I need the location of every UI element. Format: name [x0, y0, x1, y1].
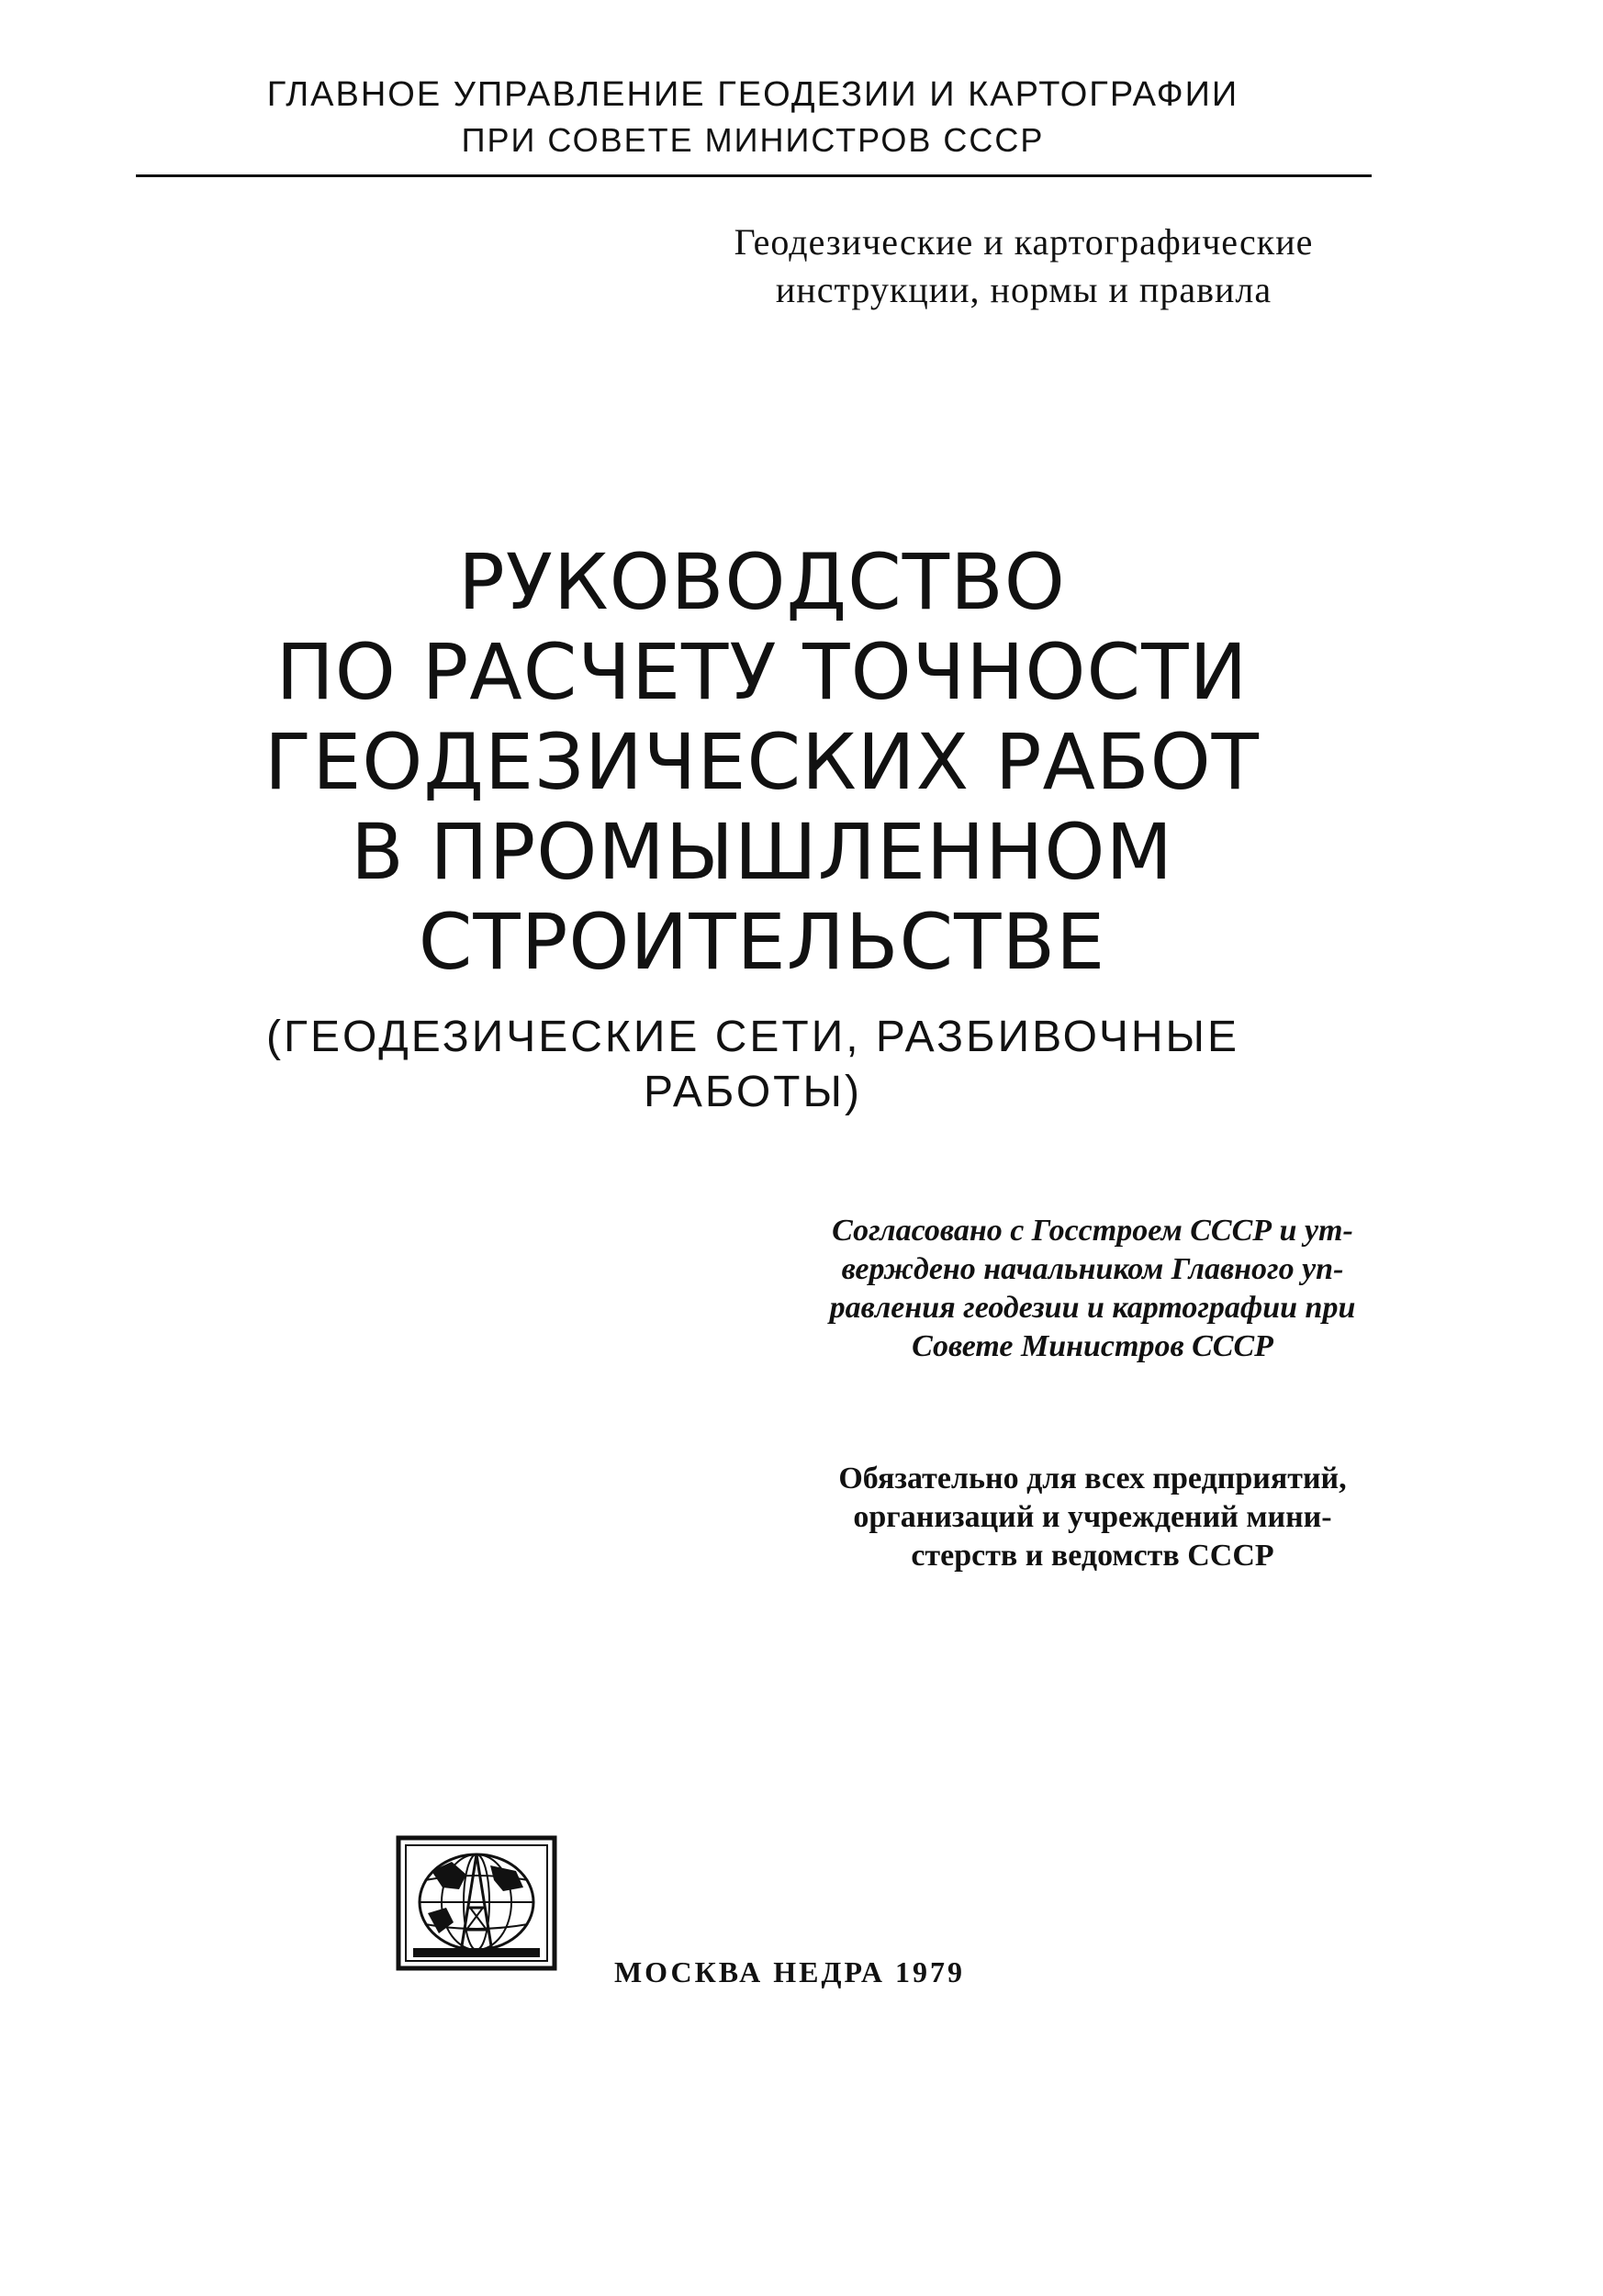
- globe-tower-emblem-icon: [395, 1834, 558, 1972]
- title-line: ГЕОДЕЗИЧЕСКИХ РАБОТ: [263, 717, 1260, 807]
- approval-note: [780, 1212, 1405, 1366]
- authority-line-1: ГЛАВНОЕ УПРАВЛЕНИЕ ГЕОДЕЗИИ И КАРТОГРАФИИ: [266, 75, 1239, 114]
- mandatory-line: стерств и ведомств СССР: [911, 1539, 1274, 1573]
- subtitle-line-2: РАБОТЫ): [644, 1068, 862, 1116]
- authority-line-2: ПРИ СОВЕТЕ МИНИСТРОВ СССР: [461, 121, 1045, 159]
- approval-line: верждено начальником Главного уп-: [841, 1252, 1344, 1286]
- series-title: [661, 218, 1386, 314]
- header-divider: [136, 174, 1372, 177]
- approval-line: Совете Министров СССР: [912, 1329, 1273, 1363]
- document-subtitle: [184, 1010, 1322, 1120]
- title-line: СТРОИТЕЛЬСТВЕ: [418, 897, 1106, 987]
- subtitle-line-1: (ГЕОДЕЗИЧЕСКИЕ СЕТИ, РАЗБИВОЧНЫЕ: [265, 1013, 1240, 1061]
- title-line: РУКОВОДСТВО: [458, 537, 1066, 627]
- series-line-1: Геодезические и картографические: [734, 221, 1314, 263]
- publisher-imprint: МОСКВА НЕДРА 1979: [613, 1955, 966, 1988]
- document-title: [165, 537, 1359, 987]
- approval-line: Согласовано с Госстроем СССР и ут-: [832, 1214, 1353, 1248]
- series-line-2: инструкции, нормы и правила: [775, 269, 1272, 310]
- mandatory-line: Обязательно для всех предприятий,: [838, 1462, 1347, 1495]
- issuing-authority: [138, 72, 1368, 163]
- mandatory-note: [780, 1460, 1405, 1575]
- title-line: ПО РАСЧЕТУ ТОЧНОСТИ: [275, 627, 1249, 717]
- title-line: В ПРОМЫШЛЕННОМ: [351, 807, 1173, 897]
- mandatory-line: организаций и учреждений мини-: [853, 1500, 1332, 1534]
- approval-line: равления геодезии и картографии при: [829, 1291, 1356, 1325]
